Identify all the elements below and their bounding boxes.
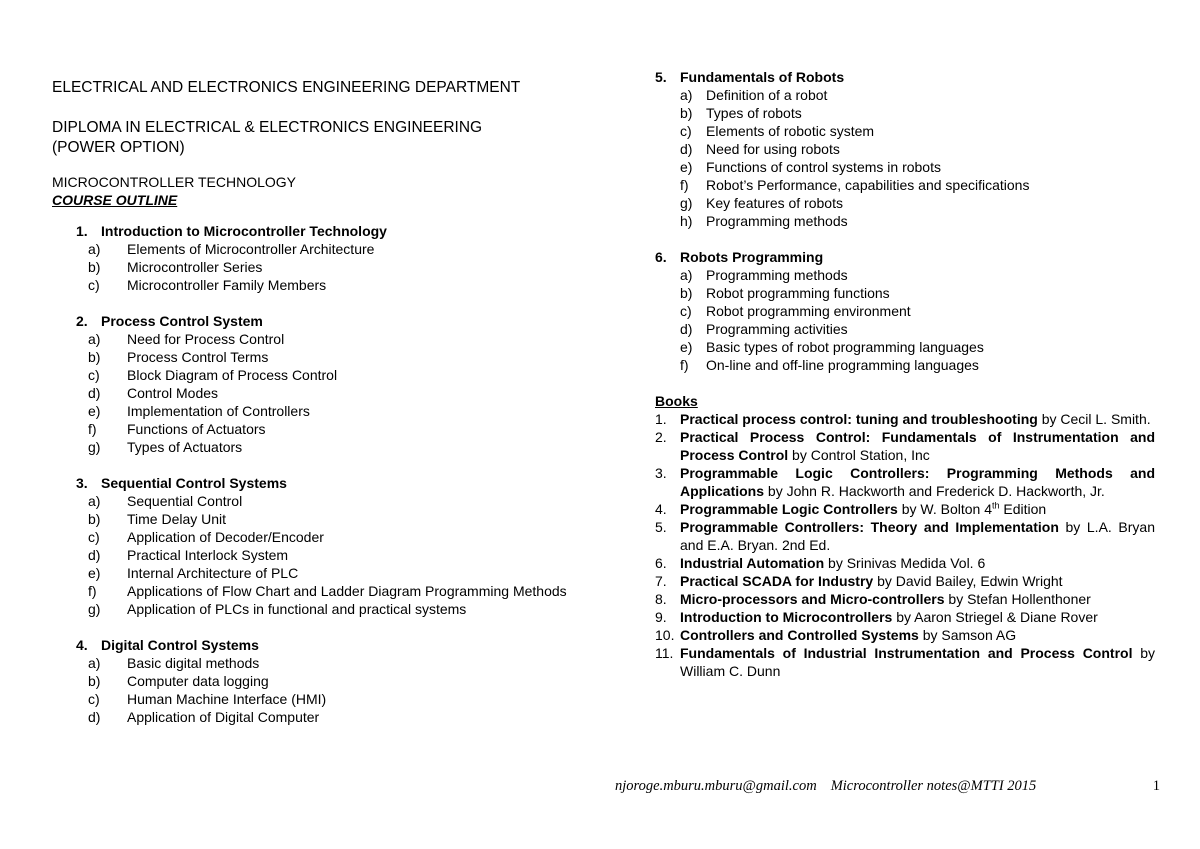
topic-title: Robots Programming [680,249,824,265]
subtopic-item [655,158,1155,176]
subtopic-item [52,240,582,258]
subtopic-text: Programming methods [706,213,848,229]
book-citation [680,590,1155,608]
subtopic-item [52,690,582,708]
book-entry [655,464,1155,500]
book-number: 1. [655,411,667,427]
book-author: by L.A. Bryan and E.A. Bryan. 2nd Ed. [680,519,1155,553]
topic-number: 1. [76,223,88,239]
subtopic-text: Functions of control systems in robots [706,159,941,175]
subtopic-text: Microcontroller Family Members [127,277,327,293]
footer-notes: Microcontroller notes@MTTI 2015 [830,778,1037,794]
subtopic-label: e) [88,565,101,581]
subtopic-text: Robot programming functions [706,285,890,301]
subtopic-label: f) [88,421,97,437]
book-list [655,410,1155,680]
book-title: Fundamentals of Industrial Instrumentation and Process Control [680,645,1133,661]
subtopic-item [655,302,1155,320]
subtopic-item [52,672,582,690]
book-entry [655,428,1155,464]
book-citation [680,464,1155,500]
book-edition-suffix: th [992,500,1000,511]
subtopic-item [655,320,1155,338]
topic-heading [52,312,582,330]
subtopic-item [655,86,1155,104]
subtopic-text: Application of Decoder/Encoder [127,529,324,545]
subtopic-label: b) [88,673,101,689]
subtopic-text: Need for using robots [706,141,840,157]
topic-number: 4. [76,637,88,653]
left-column [52,76,582,744]
book-title: Programmable Controllers: Theory and Implementation [680,519,1059,535]
book-entry [655,590,1155,608]
subtopic-item [52,510,582,528]
subtopic-text: Control Modes [127,385,219,401]
topic-title: Process Control System [101,313,263,329]
page-number: 1 [1152,778,1160,794]
subtopic-list [655,86,1155,230]
book-title: Industrial Automation [680,555,825,571]
subtopic-item [52,366,582,384]
book-entry [655,572,1155,590]
subtopic-label: a) [88,655,101,671]
book-entry [655,554,1155,572]
book-number: 10. [655,627,675,643]
subtopic-label: e) [88,403,101,419]
topic-section [655,248,1155,374]
subtopic-text: Implementation of Controllers [127,403,310,419]
topic-number: 3. [76,475,88,491]
topic-section [52,636,582,726]
subtopic-text: Block Diagram of Process Control [127,367,338,383]
subtopic-list [52,240,582,294]
subtopic-item [52,384,582,402]
subtopic-label: d) [680,141,693,157]
diploma-heading [52,118,582,158]
subtopic-text: Programming methods [706,267,848,283]
subtopic-item [52,600,582,618]
book-title: Controllers and Controlled Systems [680,627,919,643]
book-author: by David Bailey, Edwin Wright [873,573,1063,589]
subtopic-text: Basic types of robot programming languages [706,339,984,355]
subtopic-item [655,212,1155,230]
book-number: 5. [655,519,667,535]
subtopic-item [52,582,582,600]
book-number: 3. [655,465,667,481]
topic-title: Digital Control Systems [101,637,259,653]
book-title: Practical SCADA for Industry [680,573,874,589]
book-entry [655,500,1155,518]
subtopic-text: Robot programming environment [706,303,911,319]
books-heading: Books [655,393,698,409]
subtopic-item [52,546,582,564]
subtopic-item [655,338,1155,356]
subtopic-label: a) [680,267,693,283]
book-number: 9. [655,609,667,625]
subtopic-list [655,266,1155,374]
book-citation [680,410,1155,428]
book-entry [655,608,1155,626]
subtopic-text: Sequential Control [127,493,243,509]
subtopic-text: Types of robots [706,105,802,121]
book-citation [680,500,1155,518]
book-author: by Samson AG [918,627,1017,643]
subtopic-text: Internal Architecture of PLC [127,565,299,581]
subtopic-label: d) [88,709,101,725]
subtopic-text: Application of PLCs in functional and practical systems [127,601,467,617]
subtopic-item [52,564,582,582]
subtopic-text: Need for Process Control [127,331,285,347]
subtopic-label: c) [88,691,100,707]
subtopic-label: c) [88,529,100,545]
subtopic-item [52,348,582,366]
subtopic-label: f) [680,357,689,373]
book-author: by Stefan Hollenthoner [944,591,1091,607]
subtopic-item [52,492,582,510]
subtopic-text: Functions of Actuators [127,421,266,437]
subject-title: MICROCONTROLLER TECHNOLOGY [52,174,296,190]
topic-list-right [655,68,1155,374]
subtopic-label: b) [88,259,101,275]
subtopic-label: h) [680,213,693,229]
subtopic-label: g) [680,195,693,211]
subtopic-label: e) [680,159,693,175]
subtopic-label: a) [88,493,101,509]
subtopic-text: Microcontroller Series [127,259,263,275]
topic-title: Fundamentals of Robots [680,69,845,85]
book-entry [655,410,1155,428]
subtopic-item [655,140,1155,158]
book-entry [655,626,1155,644]
subtopic-label: c) [680,123,692,139]
book-number: 11. [655,645,674,661]
diploma-line-1: DIPLOMA IN ELECTRICAL & ELECTRONICS ENGINEERING [52,119,483,136]
book-author: by William C. Dunn [680,645,1155,679]
book-number: 4. [655,501,667,517]
subtopic-label: d) [88,385,101,401]
subtopic-text: Elements of robotic system [706,123,875,139]
book-author: by W. Bolton 4 [897,501,992,517]
topic-title: Introduction to Microcontroller Technology [101,223,387,239]
subtopic-item [52,528,582,546]
topic-heading [52,474,582,492]
book-citation [680,626,1155,644]
subtopic-text: Elements of Microcontroller Architecture [127,241,375,257]
subtopic-text: Human Machine Interface (HMI) [127,691,327,707]
book-author: by Srinivas Medida Vol. 6 [824,555,986,571]
topic-title: Sequential Control Systems [101,475,287,491]
subtopic-label: f) [680,177,689,193]
topic-heading [52,222,582,240]
book-title: Introduction to Microcontrollers [680,609,893,625]
subtopic-label: a) [88,331,101,347]
subtopic-item [52,276,582,294]
topic-section [52,222,582,294]
topic-list-left [52,222,582,726]
subtopic-text: On-line and off-line programming languages [706,357,979,373]
subtopic-label: c) [88,277,100,293]
subtopic-label: b) [680,285,693,301]
book-number: 6. [655,555,667,571]
subtopic-label: g) [88,601,101,617]
book-citation [680,572,1155,590]
book-entry [655,518,1155,554]
subtopic-label: d) [680,321,693,337]
subtopic-item [655,284,1155,302]
topic-heading [655,68,1155,86]
subtopic-text: Robot’s Performance, capabilities and specifications [706,177,1030,193]
book-author: by Control Station, Inc [788,447,930,463]
book-author: by Aaron Striegel & Diane Rover [892,609,1098,625]
book-title: Micro-processors and Micro-controllers [680,591,945,607]
subtopic-list [52,654,582,726]
topic-section [52,474,582,618]
book-author: by Cecil L. Smith. [1037,411,1151,427]
subtopic-text: Process Control Terms [127,349,269,365]
topic-heading [52,636,582,654]
diploma-line-2: (POWER OPTION) [52,139,185,156]
book-number: 2. [655,429,667,445]
topic-number: 5. [655,69,667,85]
subtopic-label: a) [680,87,693,103]
subtopic-label: b) [680,105,693,121]
subtopic-item [655,104,1155,122]
subtopic-text: Applications of Flow Chart and Ladder Diagram Programming Methods [127,583,567,599]
subtopic-label: c) [88,367,100,383]
subtopic-text: Time Delay Unit [127,511,227,527]
subtopic-label: c) [680,303,692,319]
book-edition: Edition [999,501,1047,517]
book-number: 7. [655,573,667,589]
subtopic-item [655,122,1155,140]
subtopic-label: d) [88,547,101,563]
book-citation [680,644,1155,680]
subtopic-text: Types of Actuators [127,439,243,455]
subtopic-item [52,330,582,348]
topic-section [52,312,582,456]
subtopic-text: Application of Digital Computer [127,709,320,725]
subtopic-item [655,266,1155,284]
subtopic-label: g) [88,439,101,455]
subtopic-text: Definition of a robot [706,87,828,103]
subtopic-text: Basic digital methods [127,655,260,671]
book-author: by John R. Hackworth and Frederick D. Hackworth, Jr. [764,483,1105,499]
subtopic-label: a) [88,241,101,257]
subtopic-text: Programming activities [706,321,848,337]
subtopic-text: Practical Interlock System [127,547,289,563]
department-heading: ELECTRICAL AND ELECTRONICS ENGINEERING DEPARTMENT [52,79,521,96]
subtopic-label: b) [88,349,101,365]
book-title: Programmable Logic Controllers [680,501,898,517]
subtopic-text: Computer data logging [127,673,269,689]
footer-email: njoroge.mburu.mburu@gmail.com [615,778,817,794]
subtopic-item [52,420,582,438]
subtopic-label: f) [88,583,97,599]
course-outline-title: COURSE OUTLINE [52,192,178,208]
book-entry [655,644,1155,680]
subtopic-item [655,176,1155,194]
book-title: Practical process control: tuning and troubleshooting [680,411,1038,427]
book-title: Programmable Logic Controllers: Programming Methods and Applications [680,465,1155,499]
subtopic-item [52,438,582,456]
subtopic-text: Key features of robots [706,195,843,211]
book-citation [680,428,1155,464]
book-number: 8. [655,591,667,607]
subtopic-item [52,654,582,672]
topic-number: 2. [76,313,88,329]
subtopic-label: b) [88,511,101,527]
right-column [655,68,1155,680]
topic-number: 6. [655,249,667,265]
book-citation [680,608,1155,626]
subtopic-label: e) [680,339,693,355]
page-footer [615,777,1160,795]
subtopic-item [52,402,582,420]
book-citation [680,554,1155,572]
subtopic-item [655,356,1155,374]
subtopic-list [52,330,582,456]
topic-heading [655,248,1155,266]
topic-section [655,68,1155,230]
subtopic-item [655,194,1155,212]
subtopic-item [52,708,582,726]
book-title: Practical Process Control: Fundamentals of Instrumentation and Process Control [680,429,1155,463]
subtopic-item [52,258,582,276]
book-citation [680,518,1155,554]
subtopic-list [52,492,582,618]
